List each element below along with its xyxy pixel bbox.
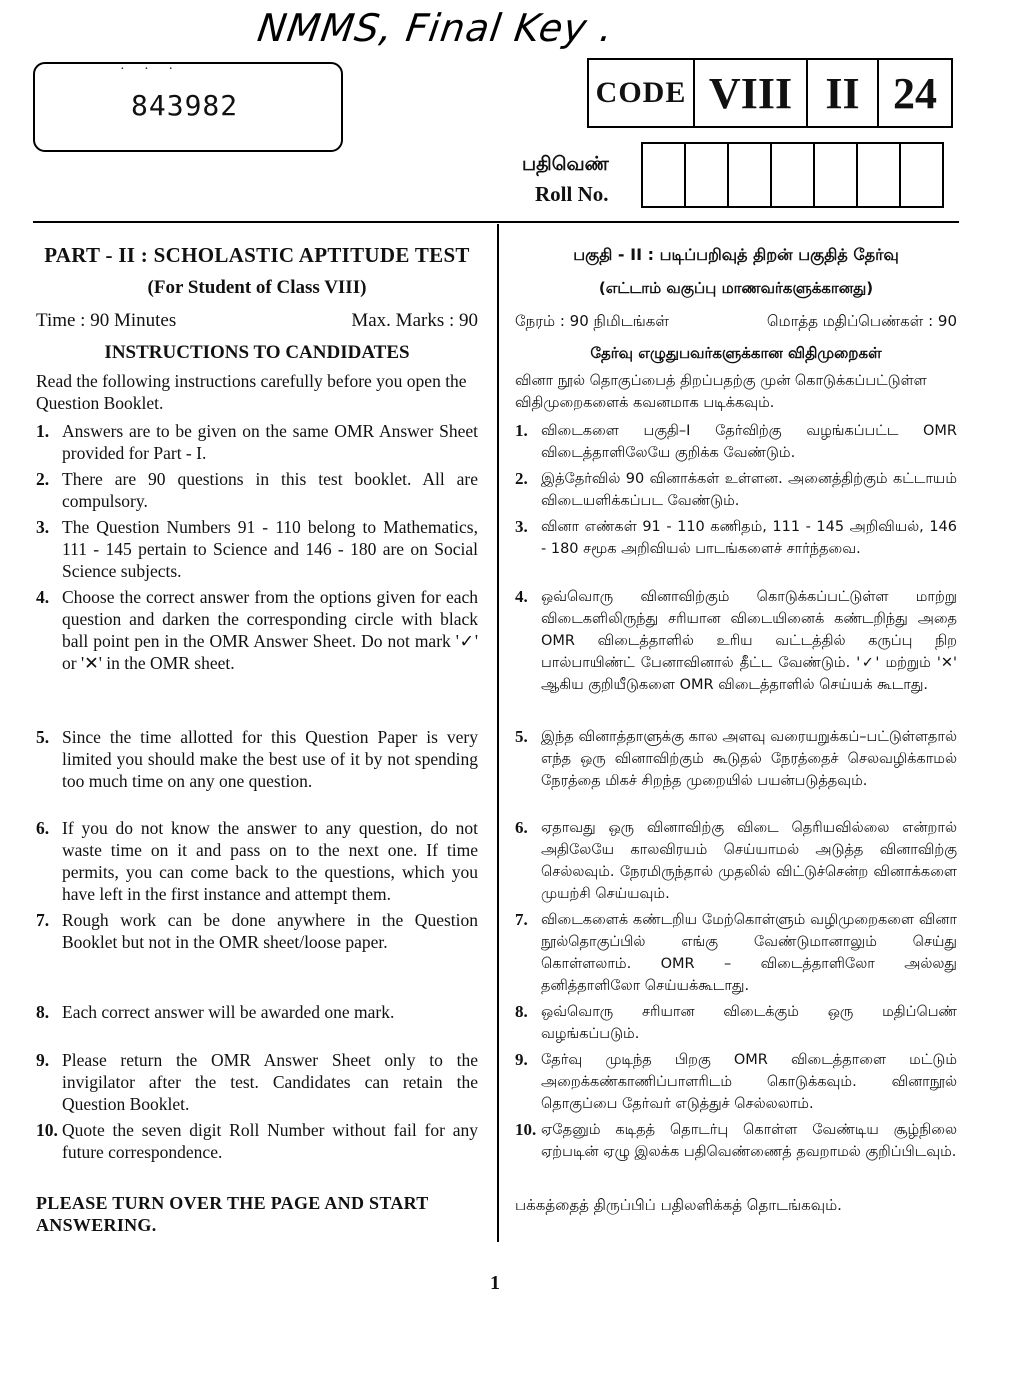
part-subtitle-tamil: (எட்டாம் வகுப்பு மாணவர்களுக்கானது) <box>598 279 874 297</box>
instruction-number: 6. <box>515 818 528 837</box>
page-number: 1 <box>490 1272 500 1294</box>
instruction-text: Each correct answer will be awarded one mark. <box>62 1002 395 1022</box>
instruction-number: 1. <box>36 421 50 441</box>
roll-digit-box <box>728 143 771 207</box>
instruction-number: 4. <box>36 587 50 607</box>
instruction-number: 7. <box>36 910 50 930</box>
english-column <box>36 238 478 1235</box>
instructions-heading-tamil: தேர்வு எழுதுபவர்களுக்கான விதிமுறைகள் <box>590 344 882 362</box>
time-allowed: Time : 90 Minutes <box>36 310 177 331</box>
instruction-item-tamil <box>515 468 957 512</box>
instruction-item <box>36 726 478 792</box>
instruction-text-tamil: விடைகளை பகுதி–I தேர்விற்கு வழங்கப்பட்ட OMR விடைத்தாளிலேயே குறிக்க வேண்டும். <box>541 423 957 461</box>
instruction-number: 8. <box>36 1002 50 1022</box>
code-label: CODE <box>588 59 694 127</box>
instruction-item <box>36 516 478 582</box>
instruction-number: 2. <box>36 469 50 489</box>
instruction-text-tamil: இத்தேர்வில் 90 வினாக்கள் உள்ளன. அனைத்திற்கும் கட்டாயம் விடையளிக்கப்பட வேண்டும். <box>541 471 957 509</box>
instruction-text: Quote the seven digit Roll Number without fail for any future correspondence. <box>62 1120 478 1162</box>
instruction-number: 2. <box>515 469 528 488</box>
tamil-column <box>515 238 957 1214</box>
part-subtitle: (For Student of Class VIII) <box>147 277 367 298</box>
instruction-text: Since the time allotted for this Question Paper is very limited you should make the best use of it by not spending too much time on any one question. <box>62 727 478 791</box>
code-value-part: II <box>807 59 878 127</box>
instruction-text-tamil: விடைகளைக் கண்டறிய மேற்கொள்ளும் வழிமுறைகளை வினா நூல்தொகுப்பில் எங்கு வேண்டுமானாலும் செய்து கொள்ளலாம். OMR – விடைத்தாளிலோ அல்லது தனித்தாளிலோ செய்யக்கூடாது. <box>541 912 957 994</box>
instruction-item <box>36 586 478 674</box>
instructions-intro-tamil: வினா நூல் தொகுப்பைத் திறப்பதற்கு முன் கொடுக்கப்பட்டுள்ள விதிமுறைகளைக் கவனமாக படிக்கவும். <box>515 373 927 411</box>
handwritten-note: NMMS, Final Key . <box>254 6 617 50</box>
column-divider <box>497 224 499 1242</box>
max-marks: Max. Marks : 90 <box>351 310 478 331</box>
roll-label-english: Roll No. <box>535 182 609 206</box>
instruction-text: The Question Numbers 91 - 110 belong to Mathematics, 111 - 145 pertain to Science and 146 - 180 are on Social Science subjects. <box>62 517 478 581</box>
instruction-text: There are 90 questions in this test booklet. All are compulsory. <box>62 469 478 511</box>
instruction-item <box>36 817 478 905</box>
instruction-number: 10. <box>36 1120 58 1140</box>
instruction-item <box>36 909 478 953</box>
instruction-number: 9. <box>515 1050 528 1069</box>
instruction-text-tamil: வினா எண்கள் 91 - 110 கணிதம், 111 - 145 அறிவியல், 146 - 180 சமூக அறிவியல் பாடங்களைச் சார்ந்தவை. <box>541 519 957 557</box>
instruction-number: 4. <box>515 587 528 606</box>
instruction-number: 5. <box>36 727 50 747</box>
instruction-item-tamil <box>515 909 957 997</box>
instruction-item-tamil <box>515 1119 957 1163</box>
max-marks-tamil: மொத்த மதிப்பெண்கள் : 90 <box>766 312 957 330</box>
instruction-item-tamil <box>515 817 957 905</box>
roll-label-tamil: பதிவெண் <box>522 153 609 175</box>
roll-digit-box <box>900 143 943 207</box>
instruction-item <box>36 1119 478 1163</box>
roll-digit-box <box>857 143 900 207</box>
instruction-item <box>36 468 478 512</box>
instruction-text: If you do not know the answer to any question, do not waste time on it and pass on to the next one. If time permits, you can come back to the questions, which you have left in the first instance and attempt them. <box>62 818 478 904</box>
instruction-number: 6. <box>36 818 50 838</box>
time-marks-row <box>36 304 478 338</box>
instruction-item-tamil <box>515 1001 957 1045</box>
code-value-class: VIII <box>694 59 807 127</box>
part-title-tamil: பகுதி - II : படிப்பறிவுத் திறன் பகுதித் தேர்வு <box>573 245 899 264</box>
instruction-text: Rough work can be done anywhere in the Question Booklet but not in the OMR sheet/loose paper. <box>62 910 478 952</box>
instructions-intro: Read the following instructions carefully before you open the Question Booklet. <box>36 371 467 413</box>
instruction-item <box>36 420 478 464</box>
instruction-number: 3. <box>515 517 528 536</box>
instruction-number: 7. <box>515 910 528 929</box>
roll-digit-box <box>771 143 814 207</box>
time-marks-row-tamil <box>515 304 957 338</box>
instruction-item-tamil <box>515 1049 957 1115</box>
instruction-text-tamil: ஒவ்வொரு வினாவிற்கும் கொடுக்கப்பட்டுள்ள மாற்று விடைகளிலிருந்து சரியான விடையினைக் கண்டறிந்து அதை OMR விடைத்தாளில் உரிய வட்டத்தில் கருப்பு நிற பால்பாயிண்ட் பேனாவினால் தீட்ட வேண்டும். '✓' மற்றும் '✕' ஆகிய குறியீடுகளை OMR விடைத்தாளில் செய்யக் கூடாது. <box>541 589 957 693</box>
instruction-item-tamil <box>515 420 957 464</box>
roll-digit-box <box>642 143 685 207</box>
instruction-text-tamil: ஒவ்வொரு சரியான விடைக்கும் ஒரு மதிப்பெண் வழங்கப்படும். <box>541 1004 957 1042</box>
instruction-item <box>36 1001 478 1023</box>
instruction-number: 9. <box>36 1050 50 1070</box>
instruction-item-tamil <box>515 516 957 560</box>
turn-over-notice-tamil: பக்கத்தைத் திருப்பிப் பதிலளிக்கத் தொடங்கவும். <box>515 1196 842 1214</box>
instruction-item-tamil <box>515 586 957 696</box>
instruction-text: Answers are to be given on the same OMR Answer Sheet provided for Part - I. <box>62 421 478 463</box>
instruction-text-tamil: ஏதாவது ஒரு வினாவிற்கு விடை தெரியவில்லை என்றால் அதிலேயே காலவிரயம் செய்யாமல் அடுத்த வினாவிற்கு செல்லவும். நேரமிருந்தால் முதலில் விட்டுச்சென்ற வினாக்களை முயற்சி செய்யவும். <box>541 820 957 902</box>
roll-number-boxes <box>641 142 944 208</box>
instruction-text: Choose the correct answer from the options given for each question and darken the corresponding circle with black ball point pen in the OMR Answer Sheet. Do not mark '✓' or '✕' in the OMR sheet. <box>62 587 478 673</box>
code-table <box>587 58 953 128</box>
instruction-text: Please return the OMR Answer Sheet only to the invigilator after the test. Candidates can retain the Question Booklet. <box>62 1050 478 1114</box>
instruction-number: 8. <box>515 1002 528 1021</box>
instruction-number: 10. <box>515 1120 537 1139</box>
instruction-text-tamil: இந்த வினாத்தாளுக்கு கால அளவு வரையறுக்கப்–பட்டுள்ளதால் எந்த ஒரு வினாவிற்கும் கூடுதல் நேரத்தைச் செலவழிக்காமல் நேரத்தை மிகச் சிறந்த முறையில் பயன்படுத்தவும். <box>541 729 957 789</box>
header-divider <box>33 221 959 223</box>
time-allowed-tamil: நேரம் : 90 நிமிடங்கள் <box>515 312 669 330</box>
serial-number: 843982 <box>131 89 239 122</box>
code-value-year: 24 <box>878 59 952 127</box>
instruction-number: 1. <box>515 421 528 440</box>
turn-over-notice: PLEASE TURN OVER THE PAGE AND START ANSWERING. <box>36 1193 429 1235</box>
part-title: PART - II : SCHOLASTIC APTITUDE TEST <box>44 243 470 267</box>
roll-digit-box <box>685 143 728 207</box>
instruction-item-tamil <box>515 726 957 792</box>
instruction-number: 3. <box>36 517 50 537</box>
instruction-text-tamil: ஏதேனும் கடிதத் தொடர்பு கொள்ள வேண்டிய சூழ்நிலை ஏற்படின் ஏழு இலக்க பதிவெண்ணைத் தவறாமல் குறிப்பிடவும். <box>541 1122 957 1160</box>
serial-dots: · · · <box>120 62 181 77</box>
instruction-text-tamil: தேர்வு முடிந்த பிறகு OMR விடைத்தாளை மட்டும் அறைக்கண்காணிப்பாளரிடம் கொடுக்கவும். வினாநூல் தொகுப்பை தேர்வர் எடுத்துச் செல்லலாம். <box>541 1052 957 1112</box>
instructions-heading: INSTRUCTIONS TO CANDIDATES <box>104 342 410 363</box>
instruction-item <box>36 1049 478 1115</box>
roll-digit-box <box>814 143 857 207</box>
instruction-number: 5. <box>515 727 528 746</box>
